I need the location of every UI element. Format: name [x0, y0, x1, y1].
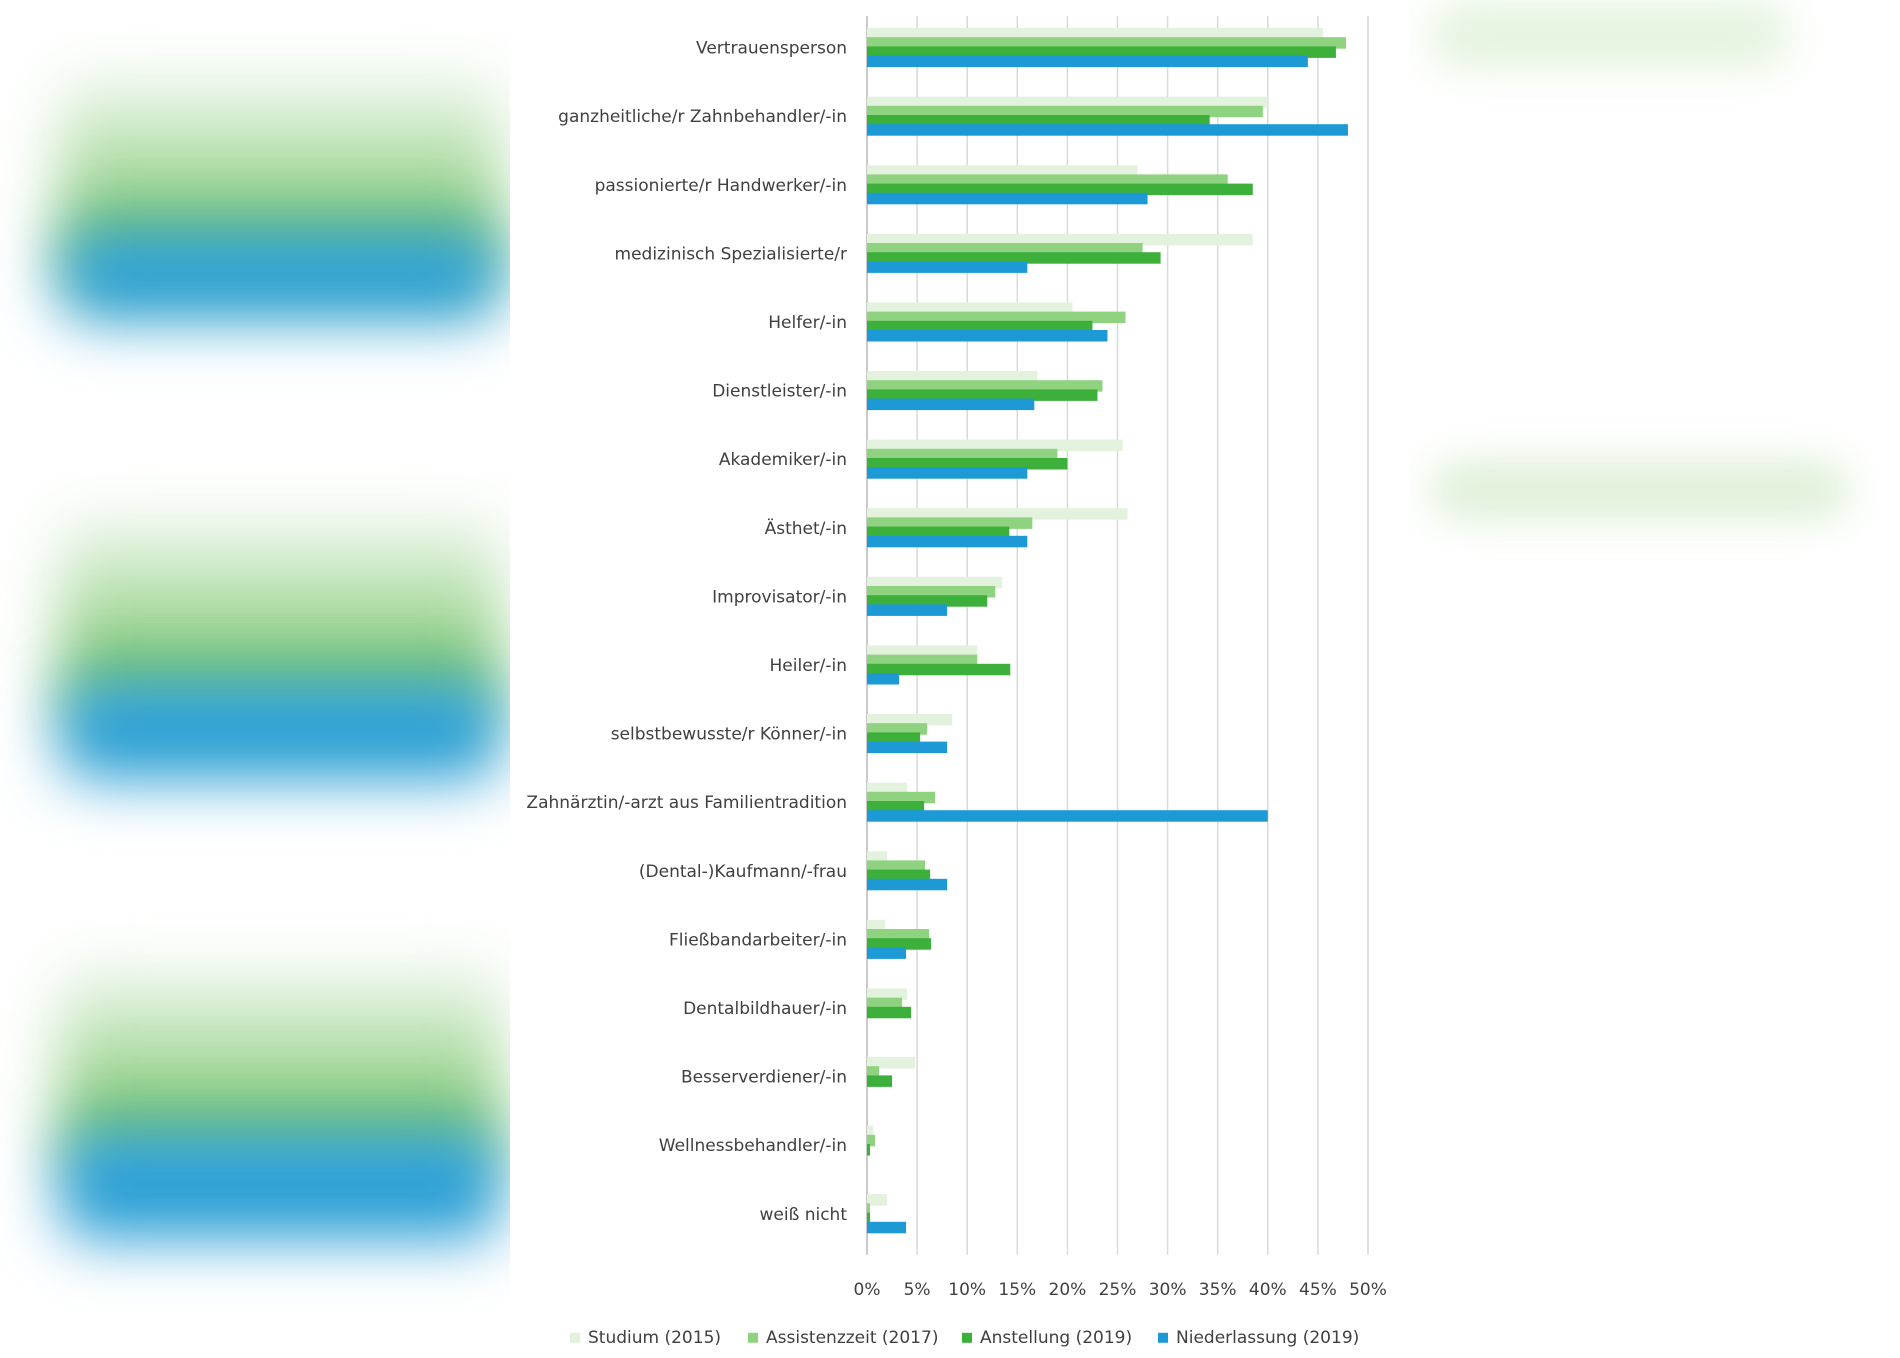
category-label-13: Fließbandarbeiter/-in	[668, 930, 847, 951]
blur-band-blue-3	[60, 1130, 500, 1240]
bar-6-3	[867, 467, 1027, 479]
category-label-7: Ästhet/-in	[764, 518, 847, 539]
category-label-3: medizinisch Spezialisierte/r	[614, 244, 847, 265]
bar-17-3	[867, 1222, 906, 1234]
category-label-2: passionierte/r Handwerker/-in	[594, 175, 847, 196]
legend-label-1: Assistenzzeit (2017)	[766, 1327, 939, 1348]
x-tick-label-5: 25%	[1098, 1279, 1137, 1300]
x-tick-label-0: 0%	[853, 1279, 881, 1300]
category-label-16: Wellnessbehandler/-in	[658, 1136, 847, 1157]
bar-3-3	[867, 261, 1027, 273]
bar-5-3	[867, 399, 1034, 411]
bar-12-3	[867, 879, 947, 891]
bar-14-2	[867, 1007, 911, 1019]
bar-0-3	[867, 56, 1308, 68]
bar-16-2	[867, 1144, 870, 1156]
category-label-1: ganzheitliche/r Zahnbehandler/-in	[558, 107, 847, 128]
legend-swatch-3	[1158, 1333, 1168, 1343]
left-background-blur	[0, 0, 510, 1358]
category-label-6: Akademiker/-in	[718, 450, 847, 471]
category-label-4: Helfer/-in	[768, 312, 847, 333]
x-tick-label-3: 15%	[998, 1279, 1037, 1300]
bar-11-3	[867, 810, 1268, 822]
bar-chart	[510, 0, 1410, 1358]
x-tick-layer	[854, 1280, 1387, 1300]
category-label-0: Vertrauensperson	[696, 38, 847, 59]
x-tick-label-4: 20%	[1048, 1279, 1087, 1300]
category-label-15: Besserverdiener/-in	[680, 1067, 847, 1088]
blur-band-blue-2	[60, 680, 500, 780]
right-background-blur	[1410, 0, 1900, 1358]
bar-7-3	[867, 536, 1027, 548]
x-tick-label-1: 5%	[903, 1279, 931, 1300]
blur-band-blue-1	[60, 230, 500, 320]
blur-band-light-green-2	[1430, 460, 1850, 520]
category-label-10: selbstbewusste/r Könner/-in	[610, 724, 847, 745]
category-label-17: weiß nicht	[759, 1204, 847, 1225]
legend-label-2: Anstellung (2019)	[980, 1327, 1133, 1348]
blur-band-light-green-1	[1430, 0, 1790, 70]
bar-1-3	[867, 124, 1348, 136]
category-label-9: Heiler/-in	[769, 655, 847, 676]
bar-10-3	[867, 742, 947, 754]
category-label-11: Zahnärztin/-arzt aus Familientradition	[526, 793, 847, 814]
bar-9-3	[867, 673, 899, 685]
legend	[570, 1328, 1359, 1348]
x-tick-label-7: 35%	[1198, 1279, 1237, 1300]
x-tick-label-6: 30%	[1148, 1279, 1187, 1300]
category-label-8: Improvisator/-in	[712, 587, 847, 608]
x-tick-label-9: 45%	[1299, 1279, 1337, 1300]
x-tick-label-10: 50%	[1349, 1279, 1387, 1300]
legend-label-3: Niederlassung (2019)	[1176, 1327, 1360, 1348]
bar-2-3	[867, 193, 1148, 205]
chart-panel	[510, 0, 1410, 1358]
x-tick-label-8: 40%	[1248, 1279, 1287, 1300]
legend-swatch-1	[748, 1333, 758, 1343]
category-label-14: Dentalbildhauer/-in	[683, 998, 847, 1019]
legend-swatch-2	[962, 1333, 972, 1343]
category-label-5: Dienstleister/-in	[712, 381, 847, 402]
bar-8-3	[867, 604, 947, 616]
bar-15-2	[867, 1075, 892, 1087]
legend-label-0: Studium (2015)	[588, 1327, 722, 1348]
x-tick-label-2: 10%	[948, 1279, 987, 1300]
bar-13-3	[867, 947, 906, 959]
bar-layer	[867, 28, 1348, 1233]
category-label-12: (Dental-)Kaufmann/-frau	[638, 861, 847, 882]
bar-4-3	[867, 330, 1107, 342]
legend-swatch-0	[570, 1333, 580, 1343]
category-label-layer	[526, 39, 847, 1225]
